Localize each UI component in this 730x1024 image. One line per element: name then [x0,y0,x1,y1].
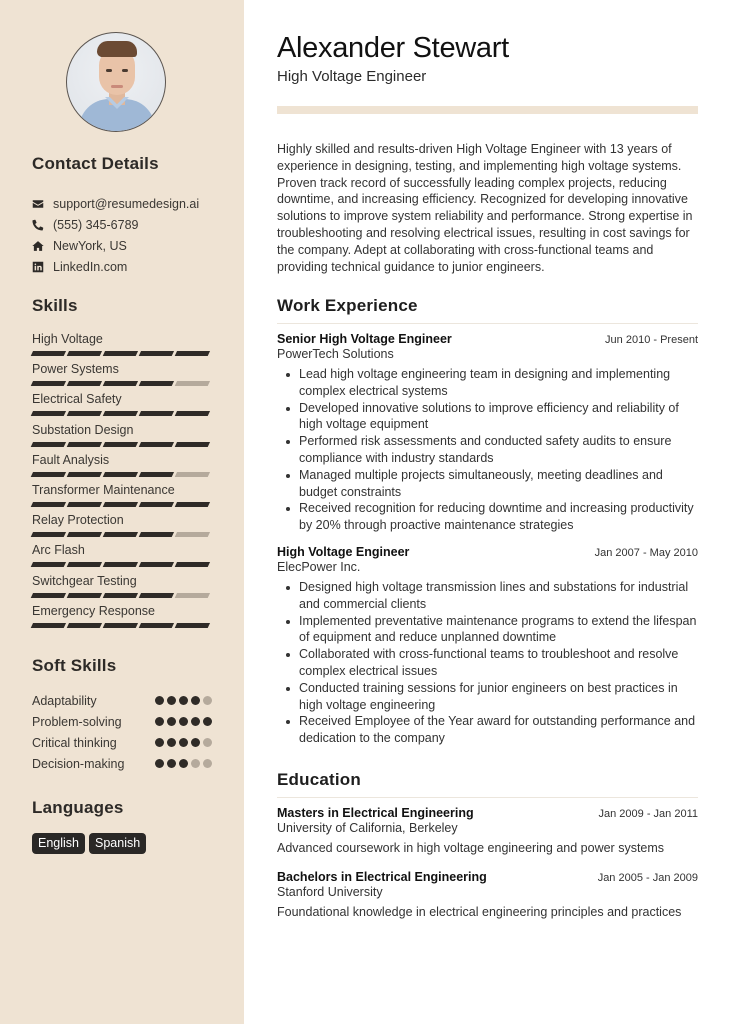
skill-item [32,512,212,542]
skill-level-segment [175,593,210,598]
skill-item [32,573,212,603]
job-bullet: Designed high voltage transmission lines and substations for industrial and commercial clients [299,579,698,613]
skill-level-bar [32,502,212,507]
language-badge: English [32,833,85,854]
skill-level-segment [139,442,174,447]
languages-list [32,833,146,854]
soft-skill-rating [155,696,212,705]
envelope-icon [32,198,44,210]
skill-item [32,422,212,452]
job-bullet: Received recognition for reducing downtime and increasing productivity by 20% through proactive maintenance strategies [299,500,698,534]
skill-level-segment [175,532,210,537]
soft-skill-item [32,711,212,732]
education-school: Stanford University [277,885,383,899]
skill-level-segment [103,593,138,598]
skill-level-bar [32,562,212,567]
skill-item [32,452,212,482]
skill-level-segment [67,381,102,386]
soft-skill-item [32,690,212,711]
contact-location [32,235,232,256]
rating-dot-icon [203,738,212,747]
soft-skills-heading: Soft Skills [32,656,117,675]
job-bullet: Lead high voltage engineering team in designing and implementing complex electrical systems [299,366,698,400]
skill-level-segment [67,411,102,416]
skill-level-segment [67,442,102,447]
job-bullets [277,366,698,534]
skill-level-segment [67,593,102,598]
skill-level-segment [67,502,102,507]
skill-level-bar [32,381,212,386]
skill-level-segment [31,502,66,507]
skill-level-segment [175,381,210,386]
skill-label: High Voltage [32,332,103,346]
soft-skill-label: Adaptability [32,693,97,708]
skill-level-segment [103,502,138,507]
contact-phone-text: (555) 345-6789 [53,217,139,232]
skill-level-segment [67,562,102,567]
rating-dot-icon [167,759,176,768]
skill-level-segment [175,502,210,507]
soft-skills-list [32,690,212,774]
rating-dot-icon [179,738,188,747]
education-entry [277,806,698,855]
contact-list [32,193,232,277]
rating-dot-icon [179,696,188,705]
rating-dot-icon [155,738,164,747]
skill-label: Electrical Safety [32,392,122,407]
job-bullet: Developed innovative solutions to improve efficiency and reliability of high voltage equipment [299,400,698,434]
skill-item [32,542,212,572]
skill-label: Substation Design [32,422,134,437]
skill-level-bar [32,351,212,356]
job-date: Jan 2007 - May 2010 [594,547,698,559]
skill-label: Switchgear Testing [32,573,137,588]
contact-heading: Contact Details [32,154,159,173]
contact-email-text: support@resumedesign.ai [53,196,200,211]
skill-level-segment [67,472,102,477]
job-bullets [277,579,698,747]
skill-level-segment [139,381,174,386]
job-role: High Voltage Engineer [277,545,410,559]
skill-level-bar [32,532,212,537]
skill-item [32,482,212,512]
job-role: Senior High Voltage Engineer [277,332,452,346]
job-date: Jun 2010 - Present [605,334,698,346]
skill-level-segment [175,623,210,628]
skill-level-segment [31,411,66,416]
skill-label: Arc Flash [32,543,85,558]
skill-level-bar [32,411,212,416]
rating-dot-icon [155,717,164,726]
job-bullet: Collaborated with cross-functional teams to troubleshoot and resolve complex electrical issues [299,646,698,680]
skill-level-segment [103,351,138,356]
job-company: PowerTech Solutions [277,347,394,361]
education-heading: Education [277,770,698,798]
rating-dot-icon [191,759,200,768]
job-bullet: Managed multiple projects simultaneously, meeting deadlines and budget constraints [299,467,698,501]
job-entry [277,545,698,747]
summary: Highly skilled and results-driven High Voltage Engineer with 13 years of experience in designing, testing, and implementing high voltage systems. Proven track record of successfully leading complex projects, reducing downtime, and increasing efficiency. Recognized for developing innovative solutions to improve system reliability and performance. Strong expertise in troubleshooting and resolving electrical issues, resulting in cost savings for the company. Adept at collaborating with cross-functional teams and providing technical guidance to junior engineers. [277,142,693,274]
rating-dot-icon [155,696,164,705]
soft-skill-rating [155,738,212,747]
education-description: Advanced coursework in high voltage engineering and power systems [277,841,665,855]
skill-item [32,361,212,391]
languages-heading: Languages [32,798,124,817]
skill-level-segment [103,381,138,386]
candidate-name: Alexander Stewart [277,32,509,64]
contact-email[interactable] [32,193,232,214]
job-bullet: Conducted training sessions for junior engineers on best practices in high voltage engineering [299,680,698,714]
education-date: Jan 2009 - Jan 2011 [598,808,698,820]
skill-level-segment [67,351,102,356]
skill-level-segment [103,442,138,447]
skill-label: Relay Protection [32,513,124,528]
skill-level-segment [139,351,174,356]
skill-level-segment [31,593,66,598]
skills-list [32,331,212,633]
contact-linkedin[interactable] [32,256,232,277]
skill-level-segment [175,472,210,477]
soft-skill-label: Critical thinking [32,735,117,750]
sidebar [0,0,244,1024]
job-bullet: Implemented preventative maintenance programs to extend the lifespan of equipment and reduce unplanned downtime [299,613,697,645]
rating-dot-icon [191,696,200,705]
soft-skill-item [32,732,212,753]
contact-linkedin-text: LinkedIn.com [53,259,128,274]
skill-level-segment [103,472,138,477]
skill-level-segment [175,562,210,567]
job-bullet: Received Employee of the Year award for outstanding performance and dedication to the company [299,713,698,747]
job-entry [277,332,698,534]
skill-level-segment [139,562,174,567]
skill-level-segment [31,381,66,386]
skill-level-bar [32,623,212,628]
rating-dot-icon [155,759,164,768]
rating-dot-icon [191,738,200,747]
skill-level-segment [139,623,174,628]
soft-skill-rating [155,759,212,768]
skill-level-segment [31,472,66,477]
education-degree: Masters in Electrical Engineering [277,806,474,820]
job-bullet: Performed risk assessments and conducted safety audits to ensure compliance with industry standards [299,433,698,467]
skill-level-bar [32,472,212,477]
education-school: University of California, Berkeley [277,821,458,835]
rating-dot-icon [203,759,212,768]
work-experience-heading: Work Experience [277,296,698,324]
education-date: Jan 2005 - Jan 2009 [597,872,698,884]
rating-dot-icon [203,696,212,705]
skill-label: Fault Analysis [32,452,110,467]
skill-level-segment [103,623,138,628]
soft-skill-item [32,753,212,774]
skill-item [32,331,212,361]
skill-level-segment [175,411,210,416]
skill-level-segment [139,472,174,477]
skill-level-segment [139,593,174,598]
skill-label: Power Systems [32,362,119,377]
skill-level-segment [103,532,138,537]
home-icon [32,240,44,252]
skill-label: Transformer Maintenance [32,482,175,497]
rating-dot-icon [203,717,212,726]
skill-level-segment [175,442,210,447]
soft-skill-label: Problem-solving [32,714,122,729]
skill-level-segment [67,623,102,628]
skill-label: Emergency Response [32,603,155,618]
accent-divider [277,106,698,114]
rating-dot-icon [179,759,188,768]
skill-level-segment [31,442,66,447]
rating-dot-icon [191,717,200,726]
skill-item [32,603,212,633]
soft-skill-label: Decision-making [32,756,125,771]
linkedin-icon [32,261,44,273]
skill-item [32,391,212,421]
education-description: Foundational knowledge in electrical engineering principles and practices [277,905,682,919]
skill-level-segment [139,411,174,416]
skill-level-segment [31,562,66,567]
skill-level-segment [139,532,174,537]
rating-dot-icon [179,717,188,726]
skill-level-segment [139,502,174,507]
education-degree: Bachelors in Electrical Engineering [277,870,487,884]
rating-dot-icon [167,717,176,726]
skill-level-bar [32,442,212,447]
skill-level-segment [103,562,138,567]
language-badge: Spanish [89,833,146,854]
skills-heading: Skills [32,296,78,315]
profile-photo [66,32,166,132]
rating-dot-icon [167,738,176,747]
skill-level-segment [67,532,102,537]
soft-skill-rating [155,717,212,726]
skill-level-segment [103,411,138,416]
phone-icon [32,219,44,231]
skill-level-segment [175,351,210,356]
rating-dot-icon [167,696,176,705]
job-company: ElecPower Inc. [277,560,361,574]
skill-level-segment [31,623,66,628]
skill-level-segment [31,351,66,356]
contact-location-text: NewYork, US [53,238,127,253]
education-entry [277,870,698,919]
skill-level-bar [32,593,212,598]
skill-level-segment [31,532,66,537]
contact-phone[interactable] [32,214,232,235]
candidate-title: High Voltage Engineer [277,68,427,85]
